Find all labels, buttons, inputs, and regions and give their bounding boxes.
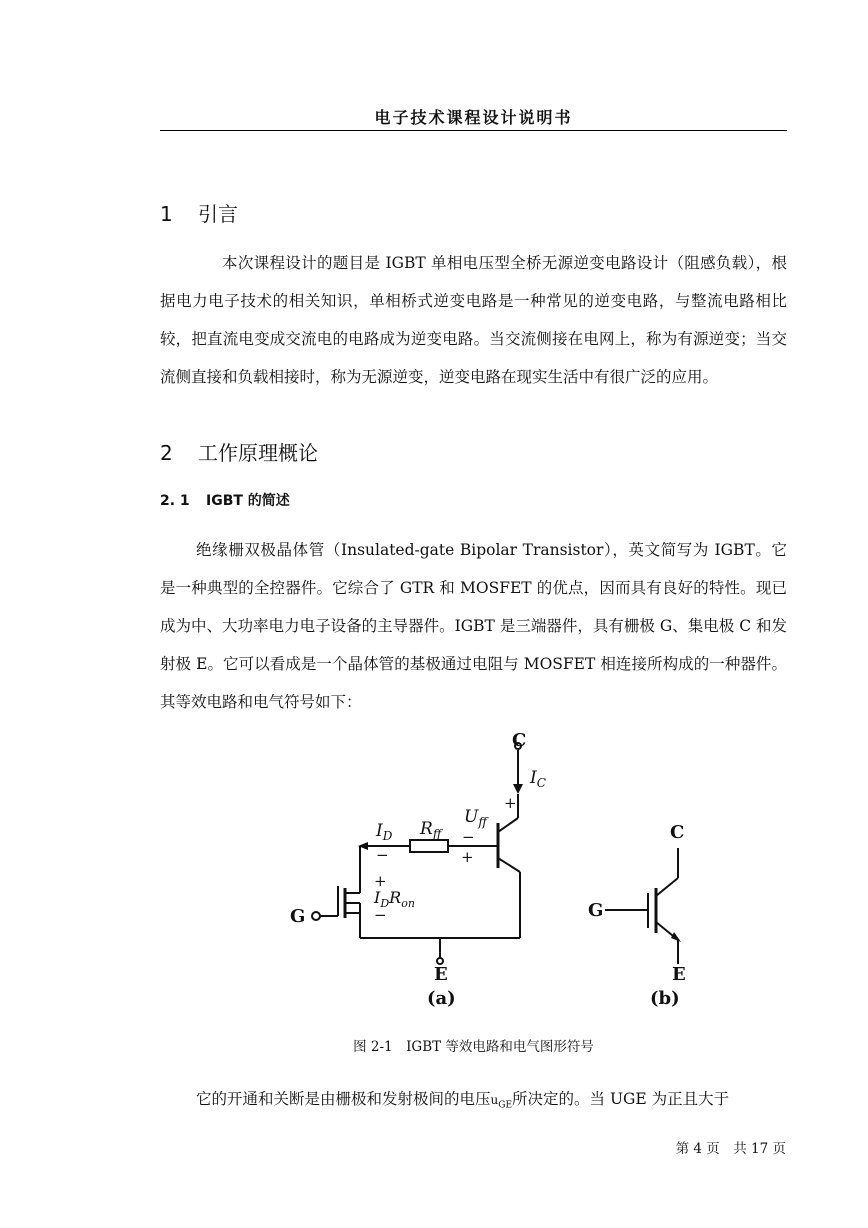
gate-terminal-a	[312, 912, 320, 920]
bjt-emitter-leg	[498, 858, 520, 872]
igbt-emitter-arrow	[671, 932, 681, 942]
page-footer: 第 4 页 共 17 页	[675, 1141, 786, 1157]
section-2-1-number: 2. 1	[160, 493, 190, 509]
ic-arrow	[513, 784, 523, 794]
section-1-heading	[160, 198, 238, 227]
section-1-title: 引言	[198, 202, 238, 226]
label-ic: $I_C$	[530, 768, 546, 790]
bjt-collector-leg	[498, 818, 518, 832]
minus-id: −	[376, 846, 389, 864]
section-2-heading	[160, 437, 318, 466]
section-2-1-title: IGBT 的简述	[206, 493, 290, 509]
continuation-paragraph	[160, 1080, 787, 1124]
label-id: $I_D$	[376, 821, 393, 843]
label-c-b: C	[670, 822, 685, 843]
resistor-rff	[410, 840, 448, 852]
igbt-figure	[250, 728, 710, 1013]
label-b: (b)	[650, 988, 680, 1009]
label-a: (a)	[427, 988, 456, 1009]
label-idron: $I_DR_{on}$	[374, 888, 415, 910]
minus-uff: −	[462, 828, 475, 846]
section-2-1-heading	[160, 490, 290, 510]
igbt-collector-leg	[656, 878, 678, 896]
uge-symbol: $u_{GE}$	[490, 1093, 513, 1111]
section-2-number: 2	[160, 441, 173, 465]
label-e-b: E	[672, 964, 686, 985]
section-2-title: 工作原理概论	[198, 441, 318, 465]
label-uff: $U_{ff}$	[464, 807, 487, 829]
plus-idron: +	[374, 872, 387, 890]
label-g-a: G	[290, 906, 306, 927]
section-1-paragraph: 本次课程设计的题目是 IGBT 单相电压型全桥无源逆变电路设计（阻感负载），根据电力电子技术的相关知识，单相桥式逆变电路是一种常见的逆变电路，与整流电路相比较，把直流电变成交流电的电路成为逆变电路。当交流侧接在电网上，称为有源逆变；当交流侧直接和负载相接时，称为无源逆变，逆变电路在现实生活中有很广泛的应用。	[160, 254, 787, 386]
header-rule	[160, 130, 787, 131]
continuation-text-after: 所决定的。当 UGE 为正且大于	[512, 1090, 730, 1108]
header-title: 电子技术课程设计说明书	[374, 108, 573, 127]
section-1-number: 1	[160, 202, 173, 226]
minus-idron: −	[374, 906, 387, 924]
label-g-b: G	[588, 900, 604, 921]
section-2-1-paragraph: 绝缘栅双极晶体管（Insulated-gate Bipolar Transistor），英文简写为 IGBT。它是一种典型的全控器件。它综合了 GTR 和 MOSFET 的优点，因而具有良好的特性。现已成为中、大功率电力电子设备的主导器件。IGBT 是三端器件，具有栅极 G、集电极 C 和发射极 E。它可以看成是一个晶体管的基极通过电阻与 MOSFET 相连接所构成的一种器件。其等效电路和电气符号如下：	[160, 541, 787, 711]
continuation-text-before: 它的开通和关断是由栅极和发射极间的电压	[196, 1090, 491, 1108]
label-e-a: E	[434, 964, 448, 985]
plus-uff-top: +	[504, 794, 517, 812]
label-c-a: C	[512, 730, 527, 751]
label-rff: $R_{ff}$	[420, 819, 442, 841]
plus-uff-bottom: +	[461, 848, 474, 866]
figure-caption: 图 2-1 IGBT 等效电路和电气图形符号	[353, 1039, 594, 1055]
